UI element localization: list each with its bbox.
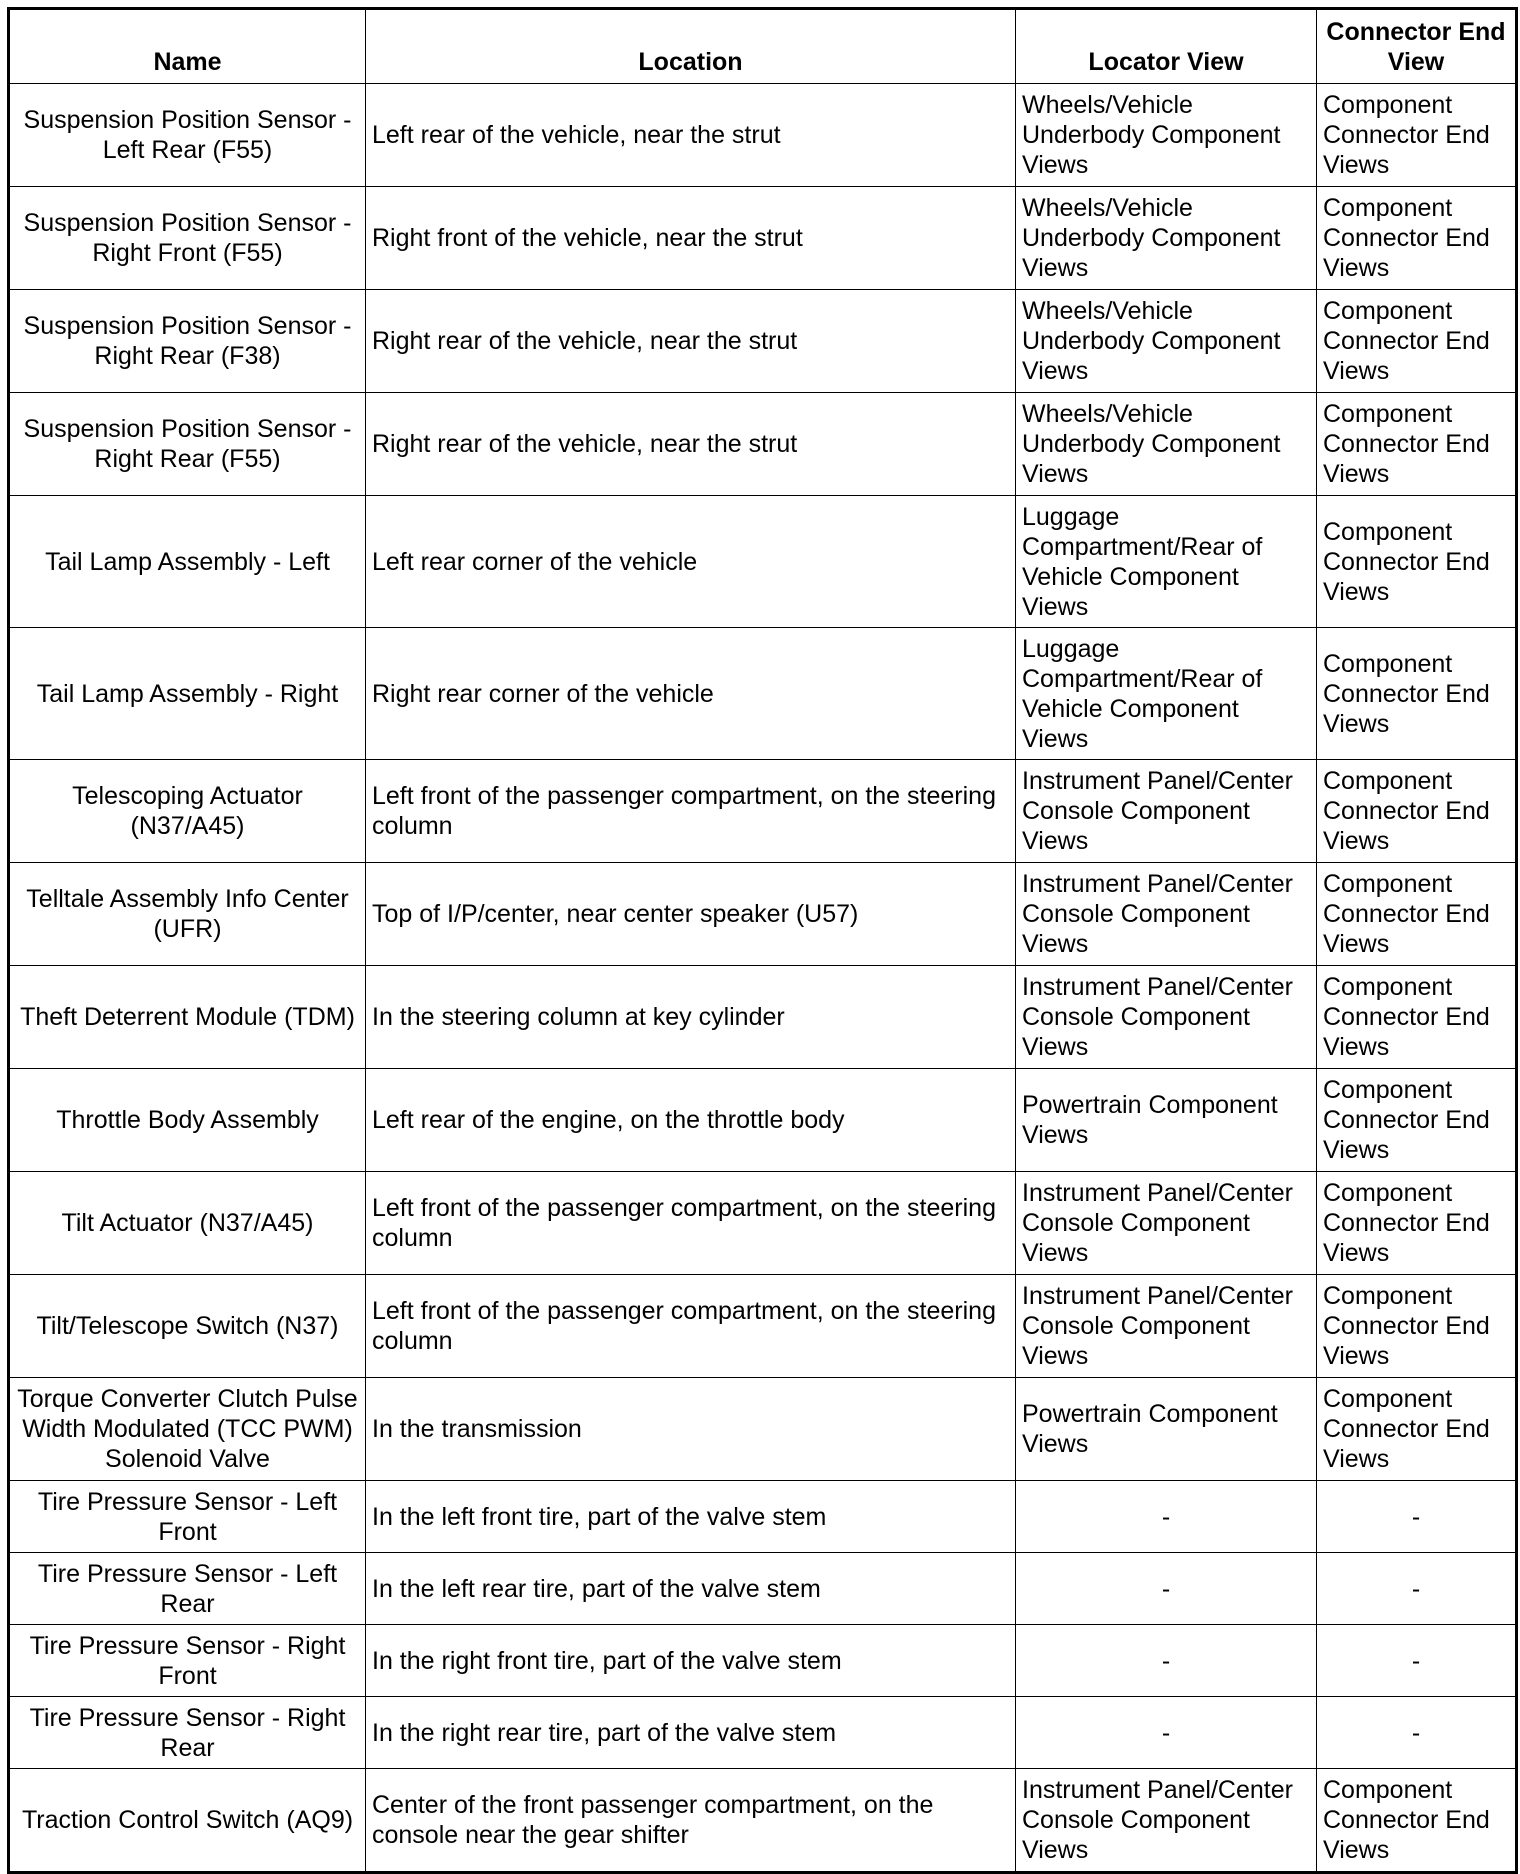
- component-table-container: [7, 7, 1518, 1874]
- cell-connector-end-view: -: [1317, 1481, 1517, 1553]
- cell-name: Telltale Assembly Info Center (UFR): [9, 863, 366, 966]
- cell-location: In the right front tire, part of the valve stem: [366, 1625, 1016, 1697]
- table-row: [9, 393, 1517, 496]
- cell-locator-view: Wheels/Vehicle Underbody Component Views: [1016, 187, 1317, 290]
- cell-connector-end-view: Component Connector End Views: [1317, 1275, 1517, 1378]
- cell-locator-view: Instrument Panel/Center Console Component Views: [1016, 1172, 1317, 1275]
- cell-name: Theft Deterrent Module (TDM): [9, 966, 366, 1069]
- cell-connector-end-view: -: [1317, 1553, 1517, 1625]
- cell-locator-view: Powertrain Component Views: [1016, 1069, 1317, 1172]
- component-locator-table: [7, 7, 1518, 1874]
- cell-location: In the left rear tire, part of the valve stem: [366, 1553, 1016, 1625]
- cell-locator-view: Powertrain Component Views: [1016, 1378, 1317, 1481]
- cell-locator-view: Instrument Panel/Center Console Component Views: [1016, 760, 1317, 863]
- cell-location: Left front of the passenger compartment, on the steering column: [366, 1275, 1016, 1378]
- cell-connector-end-view: Component Connector End Views: [1317, 290, 1517, 393]
- cell-connector-end-view: Component Connector End Views: [1317, 187, 1517, 290]
- cell-name: Tail Lamp Assembly - Left: [9, 496, 366, 628]
- cell-locator-view: Luggage Compartment/Rear of Vehicle Component Views: [1016, 496, 1317, 628]
- cell-location: Right rear of the vehicle, near the strut: [366, 290, 1016, 393]
- cell-name: Telescoping Actuator (N37/A45): [9, 760, 366, 863]
- cell-locator-view: -: [1016, 1625, 1317, 1697]
- cell-locator-view: Wheels/Vehicle Underbody Component Views: [1016, 290, 1317, 393]
- cell-location: In the transmission: [366, 1378, 1016, 1481]
- table-row: [9, 1697, 1517, 1769]
- cell-locator-view: -: [1016, 1481, 1317, 1553]
- cell-name: Traction Control Switch (AQ9): [9, 1769, 366, 1873]
- table-row: [9, 760, 1517, 863]
- cell-name: Torque Converter Clutch Pulse Width Modulated (TCC PWM) Solenoid Valve: [9, 1378, 366, 1481]
- cell-location: Right front of the vehicle, near the strut: [366, 187, 1016, 290]
- header-connector-end-view: Connector End View: [1317, 9, 1517, 84]
- header-location: Location: [366, 9, 1016, 84]
- table-row: [9, 1275, 1517, 1378]
- cell-locator-view: Instrument Panel/Center Console Component Views: [1016, 1769, 1317, 1873]
- cell-connector-end-view: Component Connector End Views: [1317, 393, 1517, 496]
- cell-location: Top of I/P/center, near center speaker (U57): [366, 863, 1016, 966]
- cell-name: Tilt Actuator (N37/A45): [9, 1172, 366, 1275]
- table-row: [9, 1553, 1517, 1625]
- cell-connector-end-view: Component Connector End Views: [1317, 628, 1517, 760]
- cell-locator-view: Wheels/Vehicle Underbody Component Views: [1016, 84, 1317, 187]
- cell-connector-end-view: Component Connector End Views: [1317, 760, 1517, 863]
- table-row: [9, 290, 1517, 393]
- cell-locator-view: Instrument Panel/Center Console Component Views: [1016, 966, 1317, 1069]
- cell-location: In the steering column at key cylinder: [366, 966, 1016, 1069]
- table-header-row: [9, 9, 1517, 84]
- cell-connector-end-view: Component Connector End Views: [1317, 863, 1517, 966]
- cell-location: Right rear of the vehicle, near the strut: [366, 393, 1016, 496]
- cell-name: Tilt/Telescope Switch (N37): [9, 1275, 366, 1378]
- cell-location: Left front of the passenger compartment, on the steering column: [366, 760, 1016, 863]
- table-row: [9, 863, 1517, 966]
- cell-location: Right rear corner of the vehicle: [366, 628, 1016, 760]
- cell-location: Center of the front passenger compartment, on the console near the gear shifter: [366, 1769, 1016, 1873]
- cell-name: Suspension Position Sensor - Right Front (F55): [9, 187, 366, 290]
- cell-name: Tire Pressure Sensor - Left Front: [9, 1481, 366, 1553]
- cell-name: Tire Pressure Sensor - Right Rear: [9, 1697, 366, 1769]
- header-name: Name: [9, 9, 366, 84]
- cell-locator-view: -: [1016, 1697, 1317, 1769]
- table-row: [9, 1625, 1517, 1697]
- table-row: [9, 966, 1517, 1069]
- cell-connector-end-view: Component Connector End Views: [1317, 1378, 1517, 1481]
- cell-connector-end-view: Component Connector End Views: [1317, 1769, 1517, 1873]
- table-row: [9, 1069, 1517, 1172]
- cell-locator-view: Instrument Panel/Center Console Component Views: [1016, 863, 1317, 966]
- table-row: [9, 1172, 1517, 1275]
- cell-name: Suspension Position Sensor - Right Rear (F38): [9, 290, 366, 393]
- cell-name: Tire Pressure Sensor - Right Front: [9, 1625, 366, 1697]
- cell-location: Left rear of the engine, on the throttle body: [366, 1069, 1016, 1172]
- table-row: [9, 496, 1517, 628]
- cell-name: Suspension Position Sensor - Left Rear (F55): [9, 84, 366, 187]
- table-row: [9, 1378, 1517, 1481]
- cell-locator-view: Luggage Compartment/Rear of Vehicle Component Views: [1016, 628, 1317, 760]
- cell-location: In the right rear tire, part of the valve stem: [366, 1697, 1016, 1769]
- cell-name: Tail Lamp Assembly - Right: [9, 628, 366, 760]
- cell-locator-view: Wheels/Vehicle Underbody Component Views: [1016, 393, 1317, 496]
- cell-connector-end-view: Component Connector End Views: [1317, 966, 1517, 1069]
- cell-location: Left rear corner of the vehicle: [366, 496, 1016, 628]
- table-row: [9, 628, 1517, 760]
- cell-connector-end-view: Component Connector End Views: [1317, 1069, 1517, 1172]
- table-row: [9, 1481, 1517, 1553]
- cell-connector-end-view: -: [1317, 1625, 1517, 1697]
- table-row: [9, 1769, 1517, 1873]
- cell-connector-end-view: Component Connector End Views: [1317, 1172, 1517, 1275]
- cell-location: Left front of the passenger compartment, on the steering column: [366, 1172, 1016, 1275]
- table-row: [9, 187, 1517, 290]
- cell-name: Suspension Position Sensor - Right Rear (F55): [9, 393, 366, 496]
- cell-connector-end-view: -: [1317, 1697, 1517, 1769]
- cell-name: Throttle Body Assembly: [9, 1069, 366, 1172]
- header-locator-view: Locator View: [1016, 9, 1317, 84]
- cell-name: Tire Pressure Sensor - Left Rear: [9, 1553, 366, 1625]
- cell-connector-end-view: Component Connector End Views: [1317, 496, 1517, 628]
- cell-location: In the left front tire, part of the valve stem: [366, 1481, 1016, 1553]
- cell-connector-end-view: Component Connector End Views: [1317, 84, 1517, 187]
- cell-location: Left rear of the vehicle, near the strut: [366, 84, 1016, 187]
- cell-locator-view: -: [1016, 1553, 1317, 1625]
- cell-locator-view: Instrument Panel/Center Console Component Views: [1016, 1275, 1317, 1378]
- table-row: [9, 84, 1517, 187]
